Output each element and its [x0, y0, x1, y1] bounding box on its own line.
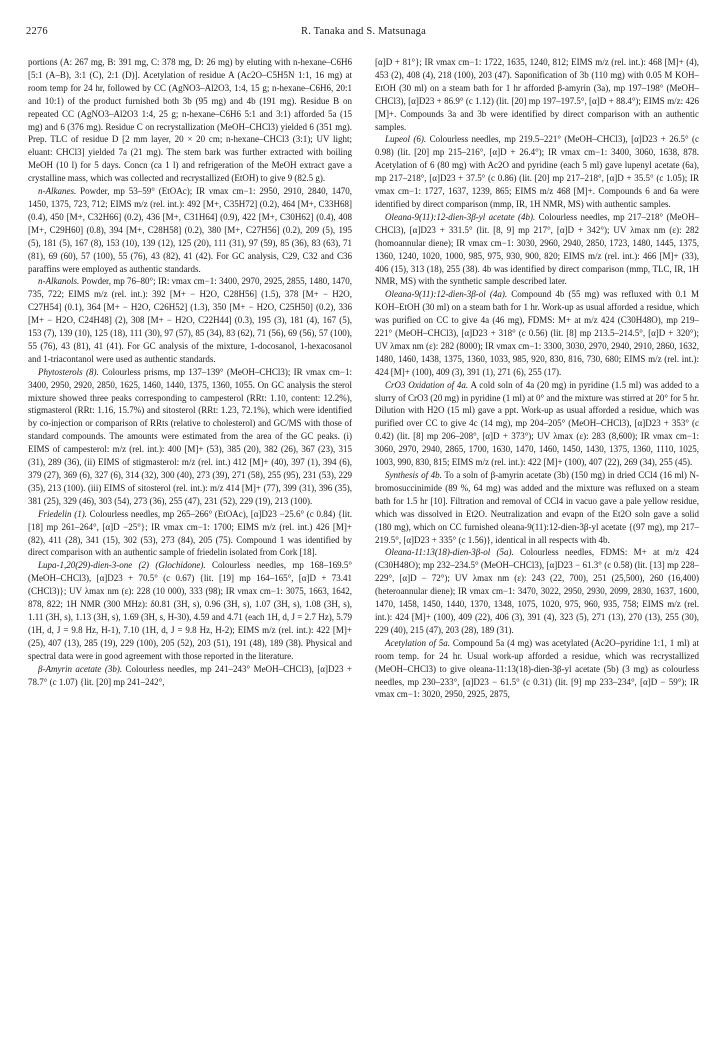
paragraph-heading: Lupa-1,20(29)-dien-3-one (2) (Glochidone). [38, 560, 206, 571]
paragraph-heading: Phytosterols (8). [38, 366, 99, 377]
paragraph-text: To a soln of β-amyrin acetate (3b) (150 mg) in dried CCl4 (16 ml) N-bromosuccinimide (89 %, 64 mg) was added and the mixture was refluxed on a steam bath for 1.5 hr [10]. Filtration and removal of CCl4 in vacuo gave a pale yellow residue, which was dissolved in Et2O. Neutralization and evapn of the Et2O soln gave a solid (180 mg), which on CC furnished oleana-9(11):12-dien-3β-yl acetate {(97 mg), mp 217–219.5°, [α]D23 + 335° (c 1.56)}, identical in all respects with 4b. [375, 470, 699, 545]
paragraph [28, 185, 352, 275]
running-title: R. Tanaka and S. Matsunaga [301, 26, 426, 37]
paragraph-heading: n-Alkanols. [38, 276, 80, 287]
paragraph [375, 469, 699, 546]
paragraph [28, 559, 352, 662]
paragraph-heading: CrO3 Oxidation of 4a. [385, 379, 469, 390]
paragraph-text: Compound 5a (4 mg) was acetylated (Ac2O–pyridine 1:1, 1 ml) at room temp. for 24 hr. Usual work-up afforded a residue, which was recrystallized (MeOH–CHCl3) to give oleana-11:13(18)-dien-3β-yl acetate (5b) (3 mg) as colourless needles, mp 230–233°, [α]D23 − 61.5° (c 0.31) (lit. [9] mp 233–234°, [α]D − 59°); IR νmax cm−1: 3020, 2950, 2925, 2875, [375, 637, 699, 700]
paragraph-text: Colourless needles, mp 217–218° (MeOH–CHCl3), [α]D23 + 331.5° (lit. [8, 9] mp 217°, [α]D + 342°); UV λmax nm (ε): 282 (homoannular diene); IR νmax cm−1: 3030, 2960, 2940, 2850, 1723, 1480, 1445, 1375, 1360, 1240, 1020, 1000, 985, 975, 930, 900, 820; EIMS m/z (rel. int.): 466 [M]+ (33), 406 (15), 313 (18), 255 (38). 4b was identified by direct comparison (mmp, TLC, IR, 1H NMR, MS) with the synthetic sample described later. [375, 211, 699, 287]
paragraph-text: Powder, mp 76–80°; IR: νmax cm−1: 3400, 2970, 2925, 2855, 1480, 1470, 735, 722; EIMS m/z (rel. int.): 392 [M+ − H2O, C28H56] (1.5), 378 [M+ − H2O, C27H54] (0.1), 364 [M+ − H2O, C26H52] (1.3), 350 [M+ − H2O, C25H50] (0.2), 336 [M+ − H2O, C24H48] (2), 308 [M+ − H2O, C22H44] (0.3), 195 (3), 181 (4), 167 (5), 153 (7), 139 (10), 125 (18), 111 (30), 97 (57), 85 (34), 83 (62), 71 (56), 69 (56), 57 (100), 55 (76), 43 (81), 41 (41). For GC analysis of the mixture, 1-docosanol, 1-hexacosanol and 1-triacontanol were used as authentic standards. [28, 276, 352, 364]
paragraph-text: Compound 4b (55 mg) was refluxed with 0.1 M KOH–EtOH (30 ml) on a steam bath for 1 hr. Work-up as usual afforded a residue, which was purified on CC to give 4a (46 mg), FDMS: M+ at m/z 424 (C30H48O), mp 219–221° (MeOH–CHCl3), [α]D23 + 318° (c 0.56) (lit. [8] mp 213.5–214.5°, [α]D + 320°); UV λmax nm (ε): 282 (8000); IR νmax cm−1: 3300, 3030, 2970, 2940, 2910, 2860, 1632, 1480, 1460, 1438, 1375, 1360, 1033, 985, 920, 830, 816, 730, 680; EIMS m/z (rel. int.): 424 [M]+ (100), 409 (3), 391 (1), 271 (6), 255 (17). [375, 289, 699, 377]
paragraph-text: Colourless prisms, mp 137–139° (MeOH–CHCl3); IR νmax cm−1: 3400, 2950, 2920, 2850, 1625, 1460, 1440, 1375, 1360, 1055. On GC analysis the sterol mixture showed three peaks corresponding to campesterol (RRt: 1.10, content: 12.2%), stigmasterol (RRt: 1.16, 15.7%) and sitosterol (RRt: 1.23, 72.1%), which were identified by co-injection or comparison of RRts (relative to cholesterol) and GC/MS with those of standard compounds. The amounts were estimated from the area of the GC peaks. (i) EIMS of campesterol: m/z (rel. int.): 400 [M]+ (53), 385 (20), 382 (26), 367 (23), 315 (31), 289 (36), (ii) EIMS of stigmasterol: m/z (rel. int.) 412 [M]+ (40), 397 (1), 394 (6), 379 (27), 369 (6), 327 (6), 314 (32), 300 (40), 273 (39), 271 (58), 255 (95), 231 (53), 229 (35), 213 (100). (iii) EIMS of sitosterol (rel. int.): m/z 414 [M]+ (77), 399 (31), 396 (35), 381 (25), 329 (46), 303 (54), 273 (36), 255 (47), 231 (52), 229 (19), 213 (100). [28, 366, 352, 506]
paragraph-text: Colourless needles, mp 219.5–221° (MeOH–CHCl3), [α]D23 + 26.5° (c 0.98) (lit. [20] mp 215–216°, [α]D + 26.4°); IR νmax cm−1: 3400, 3060, 1638, 878. Acetylation of 6 (80 mg) with Ac2O and pyridine (each 5 ml) gave lupenyl acetate (6a), mp 217–218°, [α]D23 + 37.5° (c 0.86) (lit. [20] mp 217–218°, [α]D + 35.5° (c 1.05); IR νmax cm−1: 1727, 1637, 1239, 865; EIMS m/z 468 [M]+. Compounds 6 and 6a were identified by direct comparison (mmp, IR, 1H NMR, MS) with authentic samples. [375, 134, 699, 209]
paragraph [375, 288, 699, 378]
paragraph-heading: Lupeol (6). [385, 134, 427, 145]
paragraph-text: Colourless needles, mp 168–169.5° (MeOH–CHCl3), [α]D23 + 70.5° (c 0.67) {lit. [19] mp 164–165°, [α]D + 73.41 (CHCl3)}; UV λmax nm (ε): 228 (10 000), 333 (98); IR νmax cm−1: 3075, 1663, 1642, 878, 822; 1H NMR (300 MHz): δ0.81 (3H, s), 0.96 (3H, s), 1.07 (3H, s), 1.08 (3H, s), 1.11 (3H, s), 1.13 (3H, s), 1.69 (3H, s, H-30), 4.59 and 4.71 (each 1H, d, J = 2.7 Hz), 5.79 (1H, d, J = 9.8 Hz, H-1), 7.10 (1H, d, J = 9.8 Hz, H-2); EIMS m/z (rel. int.): 422 [M]+ (25), 407 (13), 285 (19), 229 (100), 205 (52), 203 (51), 191 (48), 189 (38). Physical and spectral data were in good agreement with those reported in the literature. [28, 560, 352, 661]
left-column [28, 56, 352, 1034]
paragraph-heading: Friedelin (1). [38, 508, 87, 519]
paragraph [375, 211, 699, 288]
paragraph-heading: n-Alkanes. [38, 186, 77, 197]
paragraph-text: Colourless needles, FDMS: M+ at m/z 424 (C30H48O); mp 232–234.5° (MeOH–CHCl3), [α]D23 − 61.3° (c 0.58) (lit. [13] mp 228–229°, [α]D − 72°); UV λmax nm (ε): 243 (22, 700), 251 (25,500), 260 (16,400) (heteroannular diene); IR νmax cm−1: 3470, 3022, 2950, 2930, 2099, 2830, 1637, 1600, 1470, 1458, 1450, 1440, 1370, 1348, 1075, 1020, 975, 960, 935, 758; EIMS m/z (rel. int.): 424 [M]+ (100), 409 (22), 406 (3), 391 (4), 323 (5), 271 (13), 270 (13), 255 (30), 229 (40), 215 (47), 203 (28), 189 (31). [375, 547, 699, 635]
paragraph-text: portions (A: 267 mg, B: 391 mg, C: 378 mg, D: 26 mg) by eluting with n-hexane–C6H6 [5:1 (A–B), 3:1 (C), 2:1 (D)]. Acetylation of residue A (Ac2O–C5H5N 1:1, 16 mg) at room temp for 24 hr, followed by CC (AgNO3–Al2O3, 1:4, 15 g; n-hexane–C6H6, 20:1 and 10:1) of the product furnished both 3b (95 mg) and 4b (191 mg). Residue B on repeated CC (AgNO3–Al2O3 1:4, 25 g; n-hexane–C6H6 5:1 and 3:1) afforded 5a (15 mg) and 6 (376 mg). Residue C on recrystallization (MeOH–CHCl3) yielded 6 (351 mg). Prep. TLC of residue D [2 mm layer, 20 × 20 cm; n-hexane–CHCl3 (3:1); UV light; eluant: CHCl3] yielded 7a (21 mg). The stem bark was further extracted with boiling MeOH (10 l) for 5 days. Concn (ca 1 l) and refrigeration of the MeOH extract gave a crystalline mass, which was collected and recrystallized (EtOH) to give 9 (82.5 g). [28, 57, 352, 184]
page-number: 2276 [26, 26, 48, 37]
paragraph [28, 663, 352, 689]
paragraph [375, 133, 699, 210]
paragraph [375, 637, 699, 702]
paragraph-heading: Synthesis of 4b. [385, 470, 442, 480]
paragraph-text: Colourless needles, mp 265–266° (EtOAc), [α]D23 −25.6° (c 0.84) {lit. [18] mp 261–264°, [α]D −25°}; IR νmax cm−1: 1700; EIMS m/z (rel. int.) 426 [M]+ (82), 411 (28), 341 (15), 302 (53), 273 (84), 205 (75). Compound 1 was identified by direct comparison with an authentic sample of friedelin isolated from Cork [18]. [28, 508, 352, 558]
paragraph [28, 56, 352, 185]
right-column [375, 56, 699, 1034]
paragraph-text: Powder, mp 53–59° (EtOAc); IR νmax cm−1: 2950, 2910, 2840, 1470, 1450, 1375, 723, 712; EIMS m/z (rel. int.): 492 [M+, C35H72] (0.2), 464 [M+, C33H68] (0.4), 450 [M+, C32H66] (0.2), 436 [M+, C31H64] (0.9), 422 [M+, C30H62] (0.4), 408 [M+, C29H60] (0.8), 394 [M+, C28H58] (0.2), 380 [M+, C27H56] (0.2), 209 (5), 195 (5), 181 (5), 167 (8), 153 (10), 139 (12), 125 (20), 111 (31), 97 (59), 85 (36), 83 (63), 71 (81), 69 (60), 57 (100), 55 (76), 43 (82), 41 (42). For GC analysis, C29, C32 and C36 paraffins were employed as authentic standards. [28, 186, 352, 274]
paragraph [28, 275, 352, 365]
paragraph-text: A cold soln of 4a (20 mg) in pyridine (1.5 ml) was added to a slurry of CrO3 (20 mg) in pyridine (1 ml) at 0° and the mixture was stirred at 20° for 5 hr. Dilution with H2O (15 ml) gave a ppt. Work-up as usual afforded a residue, which was purified over CC to give 4c (14 mg), mp 204–205° (MeOH–CHCl3), [α]D23 + 353° (c 0.42) (lit. [8] mp 206–208°, [α]D + 373°); UV λmax (ε): 283 (8,600); IR νmax cm−1: 3060, 2970, 2940, 2865, 1700, 1630, 1470, 1460, 1450, 1430, 1375, 1360, 1110, 1025, 1003, 990, 830, 815; EIMS m/z (rel. int.): 422 [M]+ (100), 407 (22), 269 (34), 255 (45). [375, 379, 699, 468]
paragraph-heading: Oleana-9(11):12-dien-3β-ol (4a). [385, 289, 508, 300]
page-header [26, 26, 701, 42]
paragraph-heading: β-Amyrin acetate (3b). [38, 663, 123, 674]
paragraph-heading: Acetylation of 5a. [385, 637, 451, 648]
paragraph [28, 366, 352, 508]
paragraph [375, 379, 699, 469]
paragraph [28, 508, 352, 560]
paragraph-text: Colourless needles, mp 241–243° MeOH–CHCl3), [α]D23 + 78.7° (c 1.07) {lit. [20] mp 241–242°, [28, 663, 352, 687]
paragraph [375, 56, 699, 133]
paragraph [375, 546, 699, 636]
paragraph-text: [α]D + 81°}; IR νmax cm−1: 1722, 1635, 1240, 812; EIMS m/z (rel. int.): 468 [M]+ (4), 453 (2), 408 (4), 218 (100), 203 (47). Saponification of 3b (110 mg) with 0.05 M KOH–EtOH (30 ml) on a steam bath for 1 hr afforded β-amyrin (3a), mp 197–198° (MeOH–CHCl3), [α]D23 + 86.9° (c 1.12) (lit. [20] mp 197–197.5°, [α]D + 88.4°); EIMS m/z: 426 [M]+. Compounds 3a and 3b were identified by direct comparison with an authentic samples. [375, 57, 699, 132]
paragraph-heading: Oleana-11:13(18)-dien-3β-ol (5a). [385, 547, 514, 558]
paragraph-heading: Oleana-9(11):12-dien-3β-yl acetate (4b). [385, 211, 536, 222]
